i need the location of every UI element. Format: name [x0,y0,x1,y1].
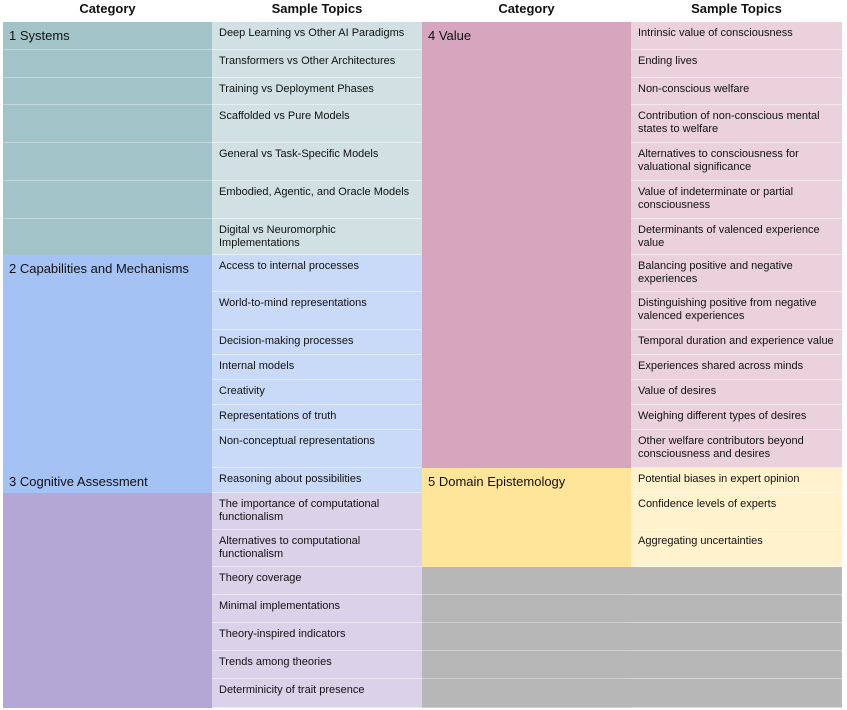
topic-cell: Embodied, Agentic, and Oracle Models [212,181,422,219]
topics-column-right [631,22,842,706]
header-category-right: Category [498,1,555,16]
topic-cell: Aggregating uncertainties [631,530,842,567]
topic-cell: The importance of computational functionalism [212,493,422,530]
topic-cell: Other welfare contributors beyond consciousness and desires [631,430,842,468]
topic-cell: Experiences shared across minds [631,355,842,380]
topic-cell: Balancing positive and negative experiences [631,255,842,292]
topic-cell: Deep Learning vs Other AI Paradigms [212,22,422,50]
empty-cell [631,623,842,651]
topic-cell: Decision-making processes [212,330,422,355]
empty-cell [631,595,842,623]
topic-cell: Confidence levels of experts [631,493,842,530]
topic-cell: Reasoning about possibilities [212,468,422,493]
topic-cell: Theory coverage [212,567,422,595]
empty-cell [631,679,842,708]
header-topics-right: Sample Topics [691,1,782,16]
empty-category-cell [422,623,631,651]
category-column-right [422,22,631,706]
category-5-domain-epistemology: 5 Domain Epistemology [428,474,566,489]
empty-category-cell [422,567,631,595]
category-column-left [3,22,212,706]
empty-category-cell [422,679,631,708]
topic-cell: Distinguishing positive from negative valenced experiences [631,292,842,330]
topic-cell: Determinants of valenced experience value [631,219,842,255]
topic-cell: Weighing different types of desires [631,405,842,430]
topic-cell: Theory-inspired indicators [212,623,422,651]
category-4-value: 4 Value [428,28,472,43]
topic-cell: Training vs Deployment Phases [212,78,422,105]
topic-cell: Value of desires [631,380,842,405]
topic-cell: Internal models [212,355,422,380]
category-2-capabilities-and-mechanisms: 2 Capabilities and Mechanisms [9,261,189,276]
topic-cell: Non-conscious welfare [631,78,842,105]
topic-cell: Digital vs Neuromorphic Implementations [212,219,422,255]
topics-column-left [212,22,422,706]
topic-cell: Minimal implementations [212,595,422,623]
header-topics-left: Sample Topics [271,1,363,16]
empty-category-cell [422,595,631,623]
topic-cell: Scaffolded vs Pure Models [212,105,422,143]
topic-cell: Creativity [212,380,422,405]
empty-category-cell [422,651,631,679]
topic-cell: Determinicity of trait presence [212,679,422,708]
topic-cell: Alternatives to computational functionalism [212,530,422,567]
topic-cell: Trends among theories [212,651,422,679]
header-category-left: Category [79,1,136,16]
category-3-cognitive-assessment: 3 Cognitive Assessment [9,474,148,489]
topic-cell: Intrinsic value of consciousness [631,22,842,50]
empty-cell [631,651,842,679]
topic-cell: Value of indeterminate or partial consciousness [631,181,842,219]
topic-cell: Potential biases in expert opinion [631,468,842,493]
topic-cell: Contribution of non-conscious mental states to welfare [631,105,842,143]
topic-cell: Non-conceptual representations [212,430,422,468]
topic-cell: Representations of truth [212,405,422,430]
topic-cell: General vs Task-Specific Models [212,143,422,181]
category-1-systems: 1 Systems [9,28,70,43]
topic-cell: Temporal duration and experience value [631,330,842,355]
topic-cell: Access to internal processes [212,255,422,292]
topic-cell: Transformers vs Other Architectures [212,50,422,78]
empty-cell [631,567,842,595]
topic-cell: Ending lives [631,50,842,78]
topic-cell: World-to-mind representations [212,292,422,330]
topic-cell: Alternatives to consciousness for valuational significance [631,143,842,181]
